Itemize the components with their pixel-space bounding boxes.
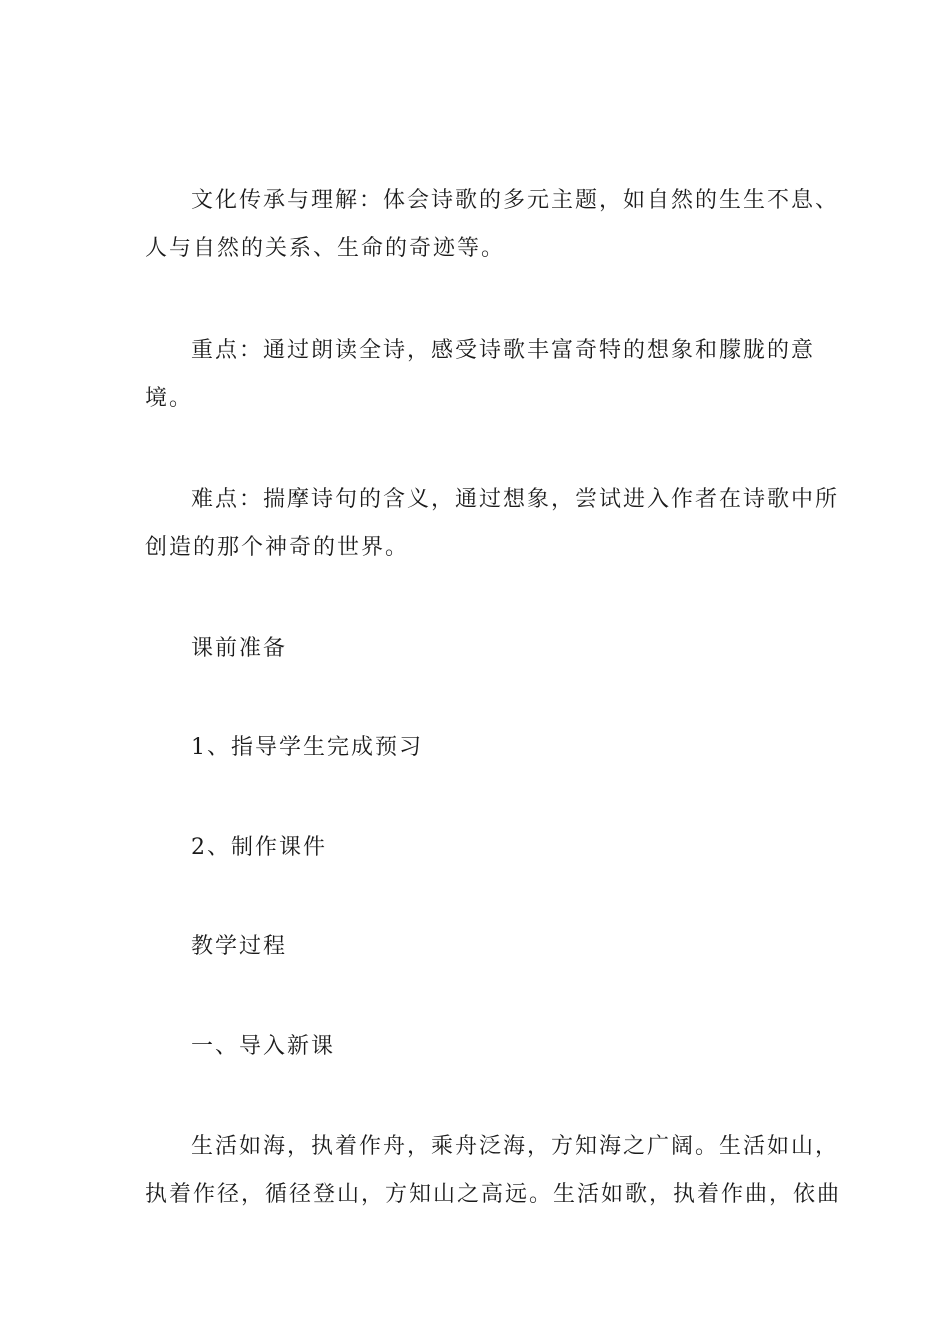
heading-teaching-process — [145, 923, 810, 971]
list-item-courseware — [145, 824, 810, 872]
text-line: 重点：通过朗读全诗，感受诗歌丰富奇特的想象和朦胧的意 — [191, 338, 816, 363]
text-line: 教学过程 — [191, 934, 288, 959]
text-line: 难点：揣摩诗句的含义，通过想象，尝试进入作者在诗歌中所 — [191, 487, 840, 512]
text-line: 执着作径，循径登山，方知山之高远。生活如歌，执着作曲，依曲 — [145, 1182, 842, 1207]
text-line: 创造的那个神奇的世界。 — [145, 535, 410, 560]
text-line: 一、导入新课 — [191, 1034, 336, 1059]
heading-preparation — [145, 625, 810, 673]
text-line: 人与自然的关系、生命的奇迹等。 — [145, 236, 506, 261]
paragraph-culture-understanding — [145, 177, 840, 273]
paragraph-life-metaphor — [145, 1123, 842, 1219]
text-line: 课前准备 — [191, 636, 288, 661]
text-line: 境。 — [145, 386, 194, 411]
text-line: 1、指导学生完成预习 — [191, 735, 423, 760]
paragraph-difficulty — [145, 476, 840, 572]
text-line: 生活如海，执着作舟，乘舟泛海，方知海之广阔。生活如山， — [191, 1134, 840, 1159]
heading-intro-lesson — [145, 1023, 810, 1071]
text-line: 文化传承与理解：体会诗歌的多元主题，如自然的生生不息、 — [191, 188, 840, 213]
paragraph-key-point — [145, 327, 816, 423]
list-item-preview — [145, 724, 810, 772]
text-line: 2、制作课件 — [191, 835, 327, 860]
